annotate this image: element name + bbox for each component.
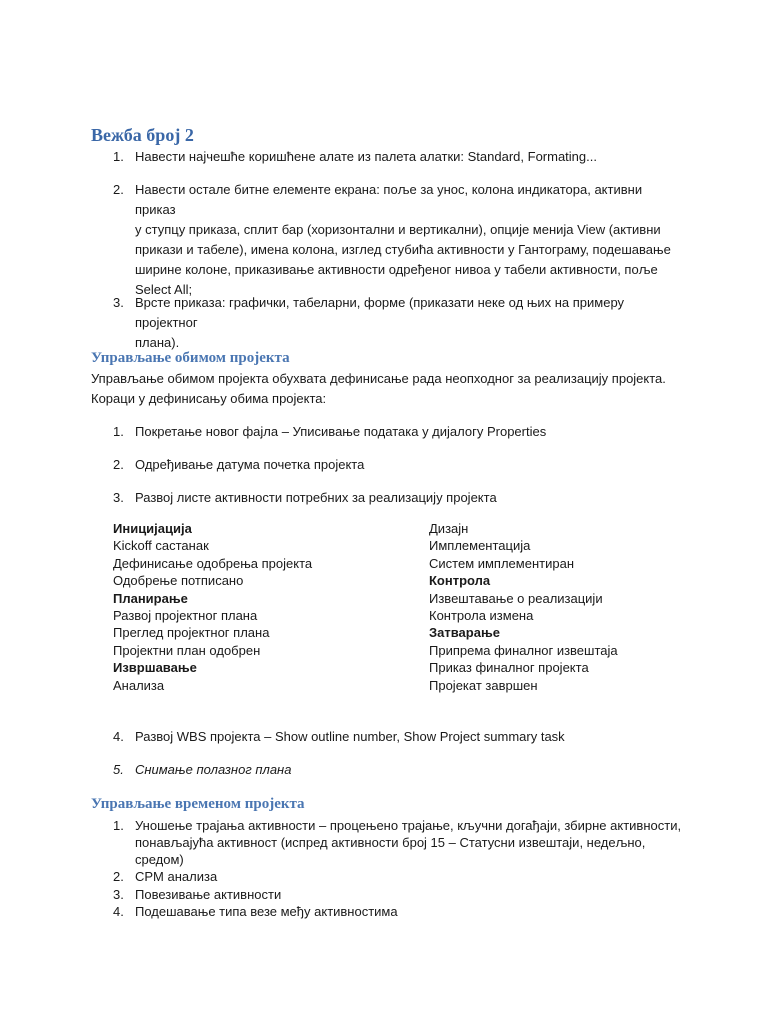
list-text: Навести најчешће коришћене алате из палета алатки: Standard, Formating... bbox=[135, 149, 597, 164]
list-item bbox=[113, 180, 683, 300]
paragraph-line: Кораци у дефинисању обима пројекта: bbox=[91, 391, 327, 406]
list-item bbox=[113, 760, 683, 780]
list-number: 2. bbox=[113, 182, 124, 197]
list-item bbox=[113, 422, 683, 442]
list-item bbox=[113, 727, 683, 747]
list-text: Покретање новог фајла – Уписивање података у дијалогу Properties bbox=[135, 424, 547, 439]
list-text-line: у ступцу приказа, сплит бар (хоризонтални и вертикални), опције менија View (активни bbox=[135, 222, 661, 237]
heading-time-management: Управљање временом пројекта bbox=[91, 796, 305, 812]
list-item bbox=[113, 488, 683, 508]
list-text-line: прикази и табеле), имена колона, изглед стубића активности у Гантограму, подешавање bbox=[135, 242, 671, 257]
list-text: Подешавање типа везе међу активностима bbox=[135, 904, 398, 919]
list-number: 5. bbox=[113, 762, 124, 777]
list-number: 4. bbox=[113, 904, 124, 919]
activity-item: Анализа bbox=[113, 677, 165, 693]
paragraph-line: Управљање обимом пројекта обухвата дефинисање рада неопходног за реализацију пројекта. bbox=[91, 371, 666, 386]
list-text-line: Навести остале битне елементе екрана: поље за унос, колона индикатора, активни приказ bbox=[135, 182, 643, 217]
list-text: Снимање полазног плана bbox=[135, 762, 292, 777]
activity-item: Одобрење потписано bbox=[113, 573, 244, 589]
activity-item: Kickoff састанак bbox=[113, 538, 209, 554]
activity-item: Пројектни план одобрен bbox=[113, 642, 261, 658]
list-number: 1. bbox=[113, 818, 124, 833]
heading-exercise: Вежба број 2 bbox=[91, 125, 194, 145]
list-text-line: понављајућа активност (испред активности број 15 – Статусни извештаји, недељно, bbox=[135, 835, 646, 850]
activity-item: Дефинисање одобрења пројекта bbox=[113, 555, 313, 571]
list-item bbox=[113, 455, 683, 475]
list-text-line: Врсте приказа: графички, табеларни, форме (приказати неке од њих на примеру пројектног bbox=[135, 295, 625, 330]
list-number: 3. bbox=[113, 887, 124, 902]
phase-heading: Извршавање bbox=[113, 660, 197, 676]
list-number: 4. bbox=[113, 729, 124, 744]
list-text: Одређивање датума почетка пројекта bbox=[135, 457, 365, 472]
phase-heading: Затварање bbox=[429, 625, 500, 641]
activity-column-left bbox=[113, 520, 312, 694]
activity-item: Извештавање о реализацији bbox=[429, 590, 603, 606]
list-item bbox=[113, 903, 683, 920]
list-text: CPM анализа bbox=[135, 869, 218, 884]
list-item bbox=[113, 147, 683, 167]
list-text-line: плана). bbox=[135, 335, 180, 350]
phase-heading: Планирање bbox=[113, 590, 188, 606]
list-number: 1. bbox=[113, 424, 124, 439]
activity-item: Пројекат завршен bbox=[429, 677, 538, 693]
list-number: 2. bbox=[113, 457, 124, 472]
list-text: Развој листе активности потребних за реализацију пројекта bbox=[135, 490, 497, 505]
list-number: 3. bbox=[113, 295, 124, 310]
activity-item: Развој пројектног плана bbox=[113, 608, 258, 624]
activity-item: Систем имплементиран bbox=[429, 555, 574, 571]
activity-item: Контрола измена bbox=[429, 608, 534, 624]
activity-item: Припрема финалног извештаја bbox=[429, 642, 618, 658]
list-item bbox=[113, 293, 683, 353]
phase-heading: Контрола bbox=[429, 573, 491, 589]
list-number: 3. bbox=[113, 490, 124, 505]
list-item bbox=[113, 817, 683, 868]
list-text-line: Select All; bbox=[135, 282, 193, 297]
list-text: Повезивање активности bbox=[135, 887, 282, 902]
list-text-line: средом) bbox=[135, 852, 184, 867]
phase-heading: Иницијација bbox=[113, 521, 192, 536]
list-number: 2. bbox=[113, 869, 124, 884]
list-item bbox=[113, 886, 683, 903]
list-text-line: ширине колоне, приказивање активности одређеног нивоа у табели активности, поље bbox=[135, 262, 658, 277]
list-text-line: Уношење трајања активности – процењено трајање, кључни догађаји, збирне активности, bbox=[135, 818, 682, 833]
activity-item: Приказ финалног пројекта bbox=[429, 660, 589, 676]
activity-item: Дизајн bbox=[429, 521, 469, 536]
list-number: 1. bbox=[113, 149, 124, 164]
activity-item: Преглед пројектног плана bbox=[113, 625, 270, 641]
list-text: Развој WBS пројекта – Show outline number, Show Project summary task bbox=[135, 729, 565, 744]
intro-paragraph bbox=[91, 369, 691, 409]
heading-scope-management: Управљање обимом пројекта bbox=[91, 350, 290, 366]
activity-item: Имплементација bbox=[429, 538, 531, 554]
list-item bbox=[113, 868, 683, 885]
activity-column-right bbox=[429, 520, 618, 694]
